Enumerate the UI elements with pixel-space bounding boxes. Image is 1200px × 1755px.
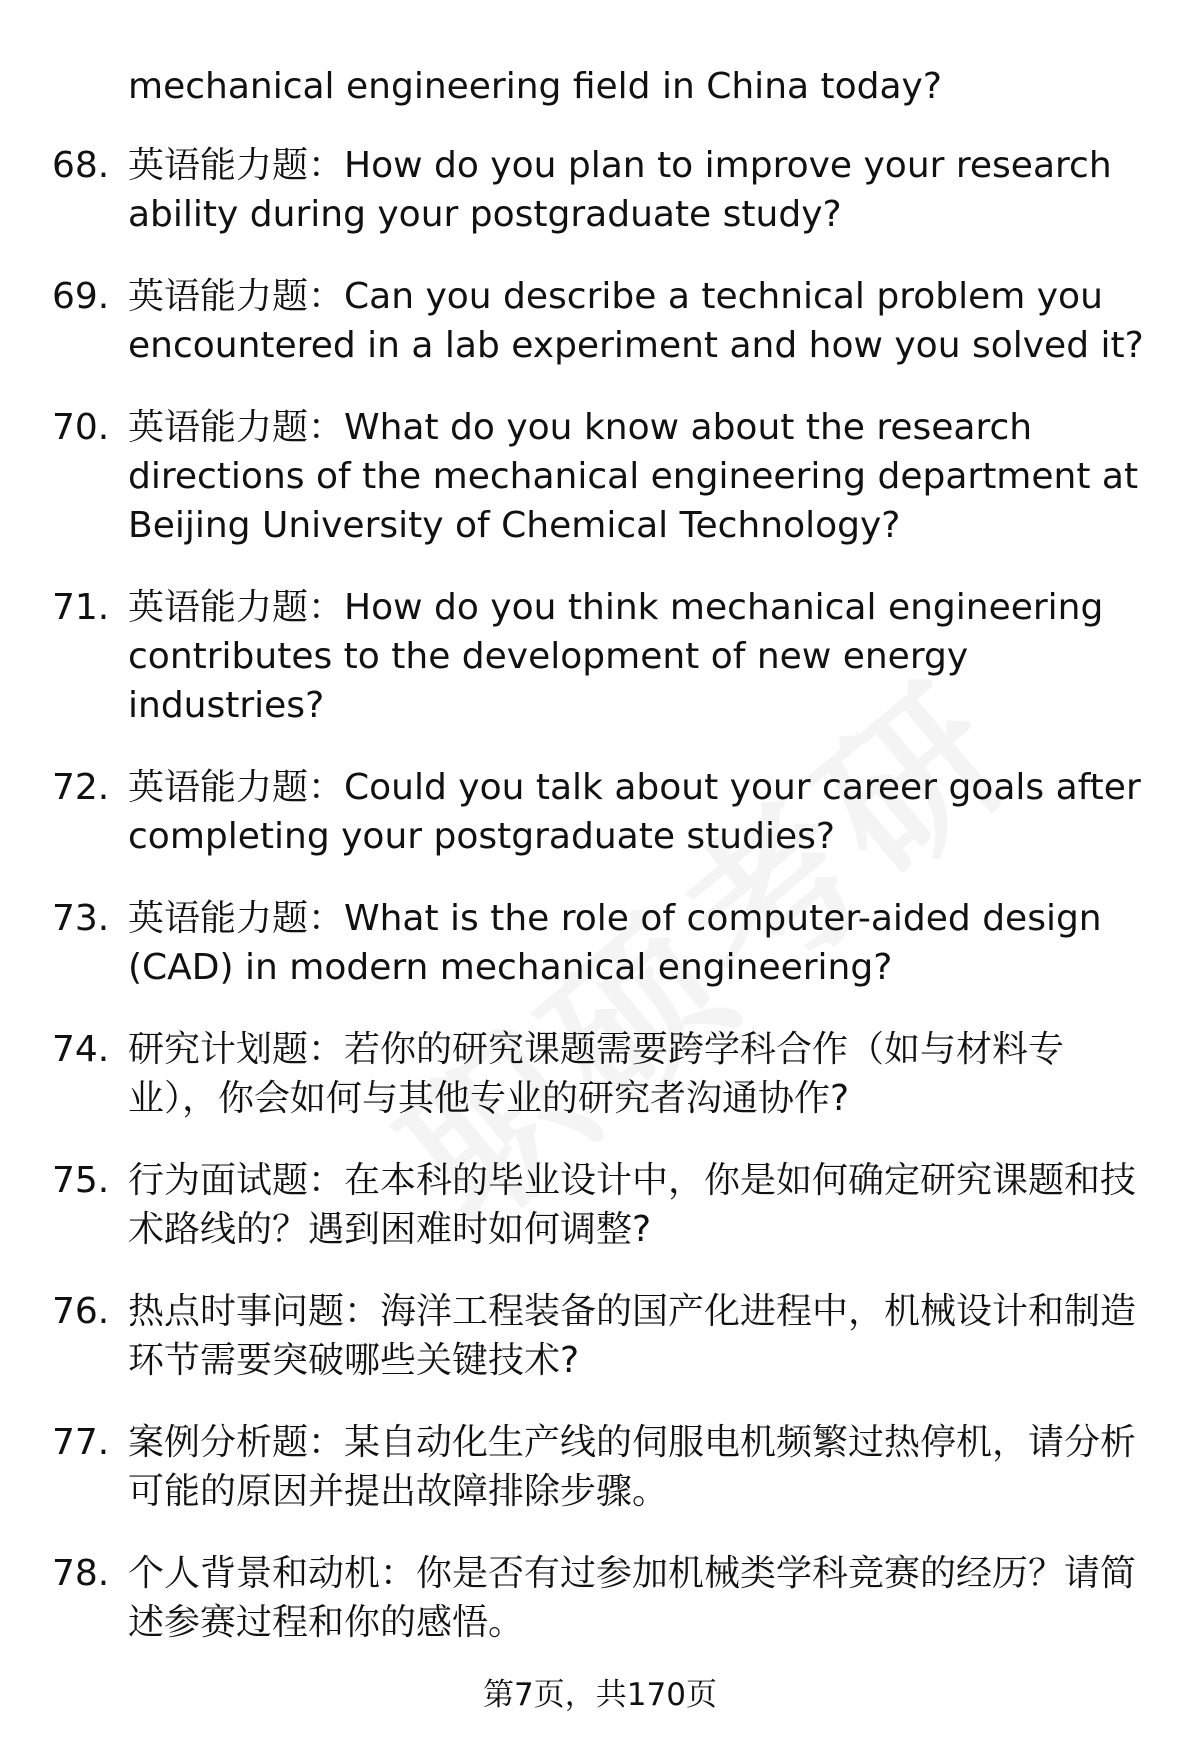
- list-item: [0, 1025, 1148, 1123]
- list-item: [0, 894, 1148, 992]
- page-footer: 第7页，共170页: [483, 1677, 717, 1713]
- question-number: 70.: [52, 407, 110, 448]
- list-item: [0, 1418, 1148, 1516]
- list-item: [0, 1549, 1148, 1647]
- question-text: 英语能力题：How do you think mechanical engineering contributes to the development of new energy industries?: [128, 587, 1104, 726]
- list-item: [0, 583, 1148, 730]
- question-text: 案例分析题：某自动化生产线的伺服电机频繁过热停机，请分析可能的原因并提出故障排除步骤。: [128, 1422, 1137, 1512]
- list-item: [0, 272, 1148, 370]
- question-text: 英语能力题：Could you talk about your career goals after completing your postgraduate studies?: [128, 767, 1141, 857]
- question-text: 个人背景和动机：你是否有过参加机械类学科竞赛的经历？请简述参赛过程和你的感悟。: [128, 1553, 1137, 1643]
- question-number: 73.: [52, 898, 110, 939]
- list-item: [0, 403, 1148, 550]
- question-number: 78.: [52, 1553, 110, 1594]
- list-item: [0, 1287, 1148, 1385]
- question-number: 75.: [52, 1160, 110, 1201]
- question-text: 热点时事问题：海洋工程装备的国产化进程中，机械设计和制造环节需要突破哪些关键技术?: [128, 1291, 1137, 1381]
- question-number: 76.: [52, 1291, 110, 1332]
- question-number: 68.: [52, 145, 110, 186]
- question-number: 74.: [52, 1029, 110, 1070]
- question-number: 69.: [52, 276, 110, 317]
- list-item: [0, 1156, 1148, 1254]
- question-list: [0, 141, 1200, 1680]
- question-number: 72.: [52, 767, 110, 808]
- list-item: [0, 763, 1148, 861]
- question-number: 71.: [52, 587, 110, 628]
- question-text: 英语能力题：What is the role of computer-aided design (CAD) in modern mechanical engineering?: [128, 898, 1102, 988]
- question-text: 英语能力题：What do you know about the research directions of the mechanical engineering department at Beijing University of Chemical Technology?: [128, 407, 1139, 546]
- question-text: 研究计划题：若你的研究课题需要跨学科合作（如与材料专业），你会如何与其他专业的研究者沟通协作?: [128, 1029, 1065, 1119]
- question-text: 行为面试题：在本科的毕业设计中，你是如何确定研究课题和技术路线的？遇到困难时如何调整?: [128, 1160, 1137, 1250]
- continuation-text: mechanical engineering field in China today?: [128, 66, 942, 107]
- list-item: [0, 141, 1148, 239]
- question-text: 英语能力题：Can you describe a technical problem you encountered in a lab experiment and how you solved it?: [128, 276, 1144, 366]
- question-text: 英语能力题：How do you plan to improve your research ability during your postgraduate study?: [128, 145, 1112, 235]
- question-number: 77.: [52, 1422, 110, 1463]
